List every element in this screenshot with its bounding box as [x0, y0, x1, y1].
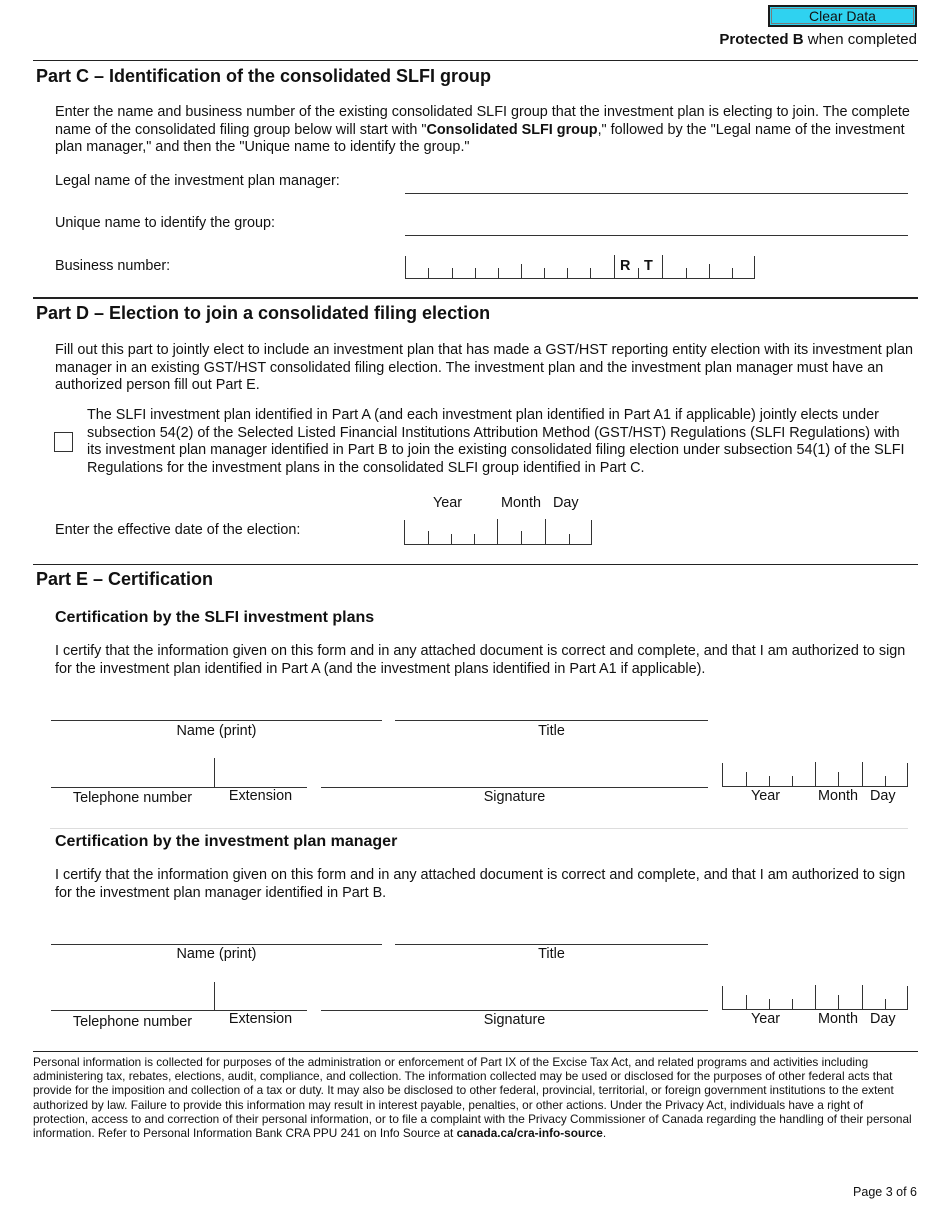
manager-day-label: Day	[870, 1011, 896, 1027]
plans-signature-label: Signature	[483, 789, 546, 805]
plans-telephone-label: Telephone number	[72, 790, 193, 806]
election-checkbox[interactable]	[54, 432, 73, 452]
part-c-title: Part C – Identification of the consolidated SLFI group	[36, 66, 492, 86]
plans-title-label: Title	[538, 723, 565, 739]
effective-month-label: Month	[501, 495, 541, 511]
part-d-divider	[33, 297, 918, 299]
page-number: Page 3 of 6	[853, 1185, 917, 1199]
cert-separator	[50, 828, 908, 829]
privacy-link[interactable]: canada.ca/cra-info-source	[456, 1126, 603, 1141]
plans-title-field[interactable]	[395, 720, 708, 721]
manager-signature-label: Signature	[483, 1012, 546, 1028]
protected-b-bold: Protected B	[719, 31, 804, 48]
part-c-intro	[55, 104, 915, 157]
privacy-text: Personal information is collected for purposes of the administration or enforcement of Part IX of the Excise Tax Act, and related programs and activities including administering tax, rebates, elections, audit, compliance, and collection. The information collected may be used or disclosed for the purposes of other federal acts that provide for the imposition and collection of a tax or duty. It may also be disclosed to other federal, provincial, territorial, or foreign government institutions to the extent authorized by law. Failure to provide this information may result in interest payable, penalties, or other actions. Under the Privacy Act, individuals have a right of protection, access to and correction of their personal information, or to file a complaint with the Privacy Commissioner of Canada regarding the handling of their personal information. Refer to Personal Information Bank CRA PPU 241 on Info Source at	[33, 1055, 912, 1141]
part-c-divider	[33, 60, 918, 61]
manager-telephone-label: Telephone number	[72, 1014, 193, 1030]
plans-name-field[interactable]	[51, 720, 382, 721]
business-number-t: T	[644, 258, 653, 274]
legal-name-field[interactable]	[405, 193, 908, 194]
effective-day-label: Day	[553, 495, 579, 511]
privacy-notice	[33, 1055, 913, 1140]
legal-name-label: Legal name of the investment plan manager:	[55, 173, 340, 189]
protected-b-rest: when completed	[803, 31, 917, 48]
business-number-field[interactable]	[405, 256, 755, 279]
part-c-intro-post: ," followed by the "Legal name of the investment plan manager," and then the "Unique name to identify the group."	[55, 121, 905, 155]
manager-cert-text: I certify that the information given on this form and in any attached document is correct and complete, and that I am authorized to sign for the investment plan manager identified in Part B.	[55, 867, 906, 901]
election-text: The SLFI investment plan identified in Part A (and each investment plan identified in Part A1 if applicable) jointly elects under subsection 54(2) of the Selected Listed Financial Institutions Attribution Method (GST/HST) Regulations (SLFI Regulations) with its investment plan manager identified in Part B to join the existing consolidated filing election under subsection 54(1) of the SLFI Regulations for the investment plans in the consolidated SLFI group identified in Part C.	[87, 407, 905, 476]
part-e-divider	[33, 564, 918, 565]
manager-title-field[interactable]	[395, 944, 708, 945]
effective-date-label: Enter the effective date of the election:	[55, 522, 301, 538]
part-c-intro-pre: Enter the name and business number of the existing consolidated SLFI group that the investment plan is electing to join. The complete name of the consolidated filing group below will start with "	[55, 104, 910, 138]
effective-date-field[interactable]	[404, 520, 592, 545]
privacy-end: .	[602, 1126, 607, 1141]
plans-month-label: Month	[818, 788, 858, 804]
part-d-intro: Fill out this part to jointly elect to include an investment plan that has made a GST/HST reporting entity election with its investment plan manager in an existing GST/HST consolidated filing election. The investment plan and the investment plan manager must have an authorized person fill out Part E.	[55, 342, 914, 393]
plans-extension-divider	[214, 758, 215, 787]
plans-extension-label: Extension	[228, 788, 293, 804]
manager-name-field[interactable]	[51, 944, 382, 945]
part-e-title: Part E – Certification	[36, 569, 214, 589]
plans-cert-title: Certification by the SLFI investment plans	[55, 609, 375, 626]
manager-cert-title: Certification by the investment plan manager	[55, 833, 398, 850]
manager-year-label: Year	[751, 1011, 781, 1027]
manager-title-label: Title	[538, 946, 565, 962]
plans-cert-text: I certify that the information given on this form and in any attached document is correct and complete, and that I am authorized to sign for the investment plan identified in Part A (and the investment plans identified in Part A1 if applicable).	[55, 643, 906, 677]
unique-name-field[interactable]	[405, 235, 908, 236]
clear-data-button[interactable]: Clear Data	[768, 5, 917, 27]
effective-year-label: Year	[433, 495, 463, 511]
manager-extension-label: Extension	[228, 1011, 293, 1027]
manager-signature-field[interactable]	[321, 1010, 708, 1011]
plans-signature-field[interactable]	[321, 787, 708, 788]
protected-b-notice	[719, 31, 917, 48]
unique-name-label: Unique name to identify the group:	[55, 215, 275, 231]
part-c-intro-bold: Consolidated SLFI group	[426, 121, 598, 138]
manager-name-label: Name (print)	[176, 946, 257, 962]
manager-date-field[interactable]	[722, 986, 908, 1010]
business-number-r: R	[620, 258, 631, 274]
footer-divider	[33, 1051, 918, 1052]
manager-month-label: Month	[818, 1011, 858, 1027]
plans-year-label: Year	[751, 788, 781, 804]
business-number-label: Business number:	[55, 258, 171, 274]
plans-date-field[interactable]	[722, 763, 908, 787]
plans-day-label: Day	[870, 788, 896, 804]
plans-name-label: Name (print)	[176, 723, 257, 739]
manager-extension-divider	[214, 982, 215, 1010]
part-d-title: Part D – Election to join a consolidated filing election	[36, 303, 491, 323]
